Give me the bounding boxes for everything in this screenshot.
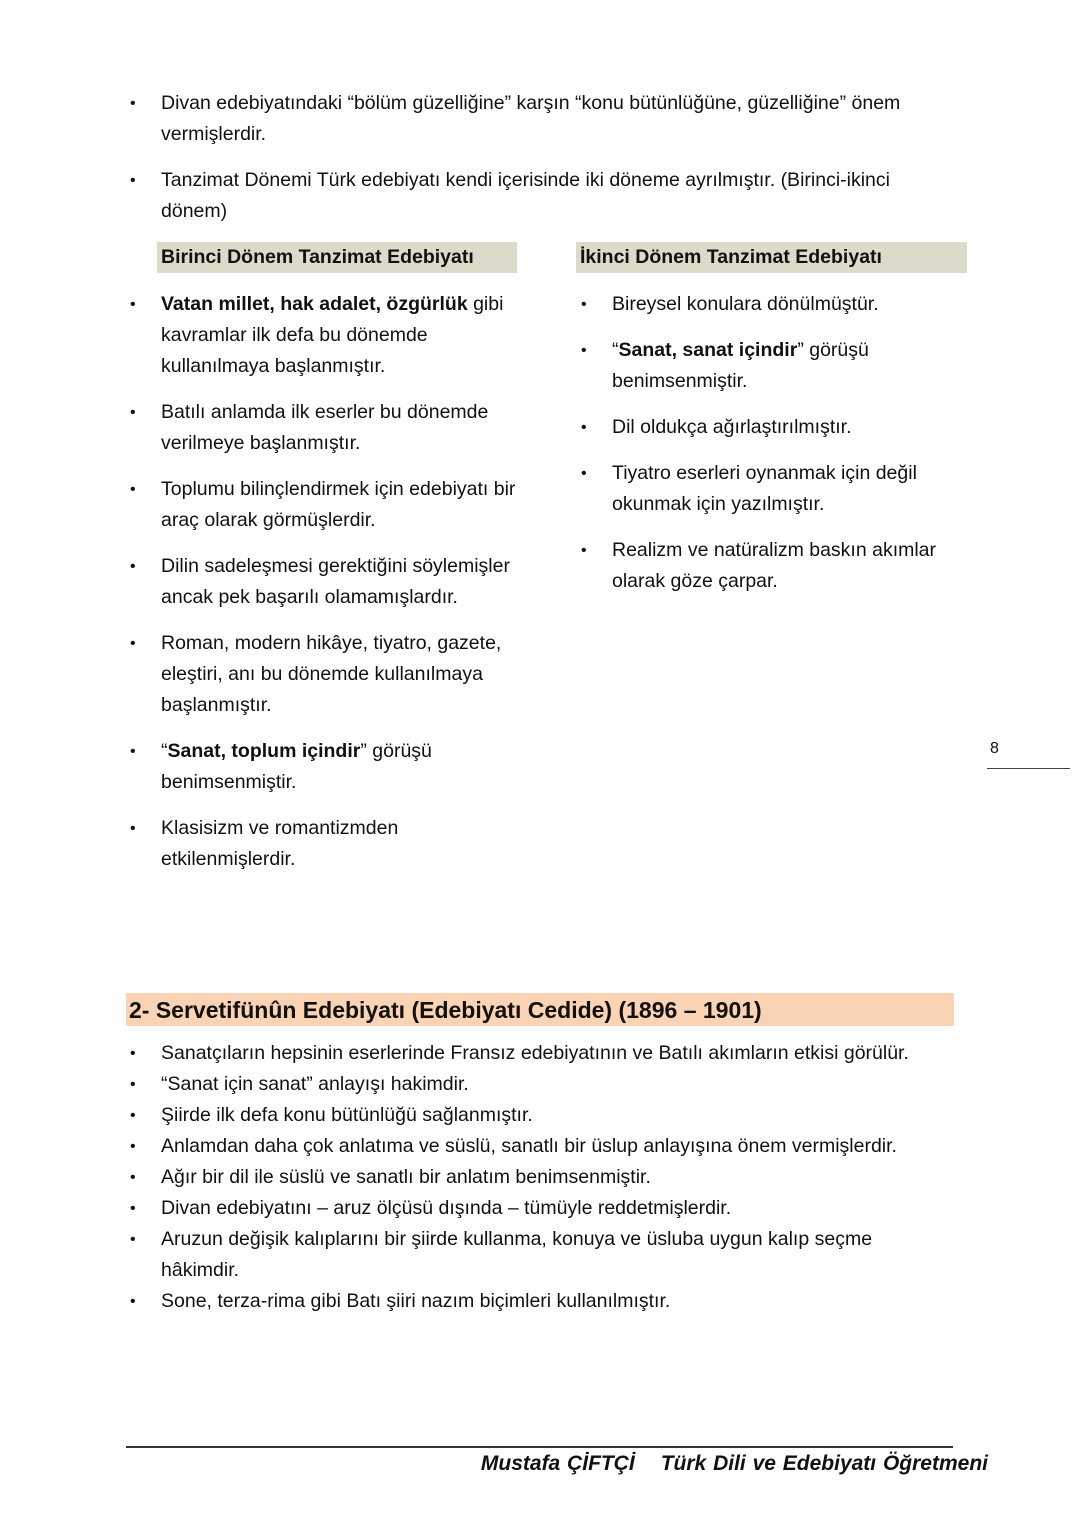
list-item: [130, 1286, 951, 1317]
item-text: Şiirde ilk defa konu bütünlüğü sağlanmıştır.: [161, 1104, 533, 1126]
item-text: Anlamdan daha çok anlatıma ve süslü, sanatlı bir üslup anlayışına önem vermişlerdir.: [161, 1135, 897, 1157]
second-period-heading: İkinci Dönem Tanzimat Edebiyatı: [576, 242, 967, 273]
item-text: “Sanat için sanat” anlayışı hakimdir.: [161, 1073, 469, 1095]
list-item: [130, 1069, 951, 1100]
item-text: Divan edebiyatını – aruz ölçüsü dışında – tümüyle reddetmişlerdir.: [161, 1197, 732, 1219]
list-item: [130, 1038, 951, 1069]
bullet-icon: •: [581, 465, 587, 482]
item-text: Bireysel konulara dönülmüştür.: [612, 293, 879, 315]
list-item: [130, 397, 516, 459]
item-text: Sone, terza-rima gibi Batı şiiri nazım biçimleri kullanılmıştır.: [161, 1290, 671, 1312]
section-heading: 2- Servetifünûn Edebiyatı (Edebiyatı Cedide) (1896 – 1901): [126, 993, 954, 1026]
page-number: 8: [990, 740, 999, 757]
footer-rule: [126, 1446, 953, 1448]
list-item: [130, 813, 516, 875]
bold-text: Vatan millet, hak adalet, özgürlük: [161, 293, 468, 315]
bullet-icon: •: [130, 558, 136, 575]
bullet-icon: •: [130, 1138, 136, 1155]
intro-list: [130, 88, 951, 242]
bullet-icon: •: [130, 1107, 136, 1124]
list-item: [130, 1131, 951, 1162]
bullet-icon: •: [581, 296, 587, 313]
bullet-icon: •: [130, 172, 136, 189]
bold-text: Sanat, toplum içindir: [167, 740, 361, 762]
list-item: [581, 458, 972, 520]
footer: [481, 1452, 988, 1476]
list-item: [130, 88, 951, 150]
list-item: [130, 1162, 951, 1193]
page-number-rule: [987, 768, 1070, 769]
bullet-icon: •: [130, 1231, 136, 1248]
list-item: [130, 1224, 951, 1286]
bullet-icon: •: [130, 296, 136, 313]
list-item: [130, 289, 516, 382]
first-period-list: [130, 289, 516, 890]
bullet-icon: •: [130, 820, 136, 837]
bullet-icon: •: [581, 542, 587, 559]
footer-role: Türk Dili ve Edebiyatı Öğretmeni: [660, 1452, 988, 1475]
bold-text: Sanat, sanat içindir: [618, 339, 798, 361]
bullet-icon: •: [581, 342, 587, 359]
bullet-icon: •: [581, 419, 587, 436]
list-item: [130, 736, 516, 798]
list-item: [130, 474, 516, 536]
item-text: “: [612, 339, 619, 361]
item-text: gibi kavramlar ilk defa bu dönemde kullanılmaya başlanmıştır.: [161, 293, 504, 377]
item-text: Tiyatro eserleri oynanmak için değil okunmak için yazılmıştır.: [612, 462, 917, 515]
item-text: Klasisizm ve romantizmden etkilenmişlerdir.: [161, 817, 399, 870]
list-item: [130, 1100, 951, 1131]
bullet-icon: •: [130, 1200, 136, 1217]
item-text: “: [161, 740, 168, 762]
second-period-list: [581, 289, 972, 612]
list-item: [581, 289, 972, 320]
bullet-icon: •: [130, 1293, 136, 1310]
footer-author: Mustafa ÇİFTÇİ: [480, 1452, 635, 1475]
list-item: [130, 1193, 951, 1224]
list-item: [581, 535, 972, 597]
bullet-icon: •: [130, 95, 136, 112]
item-text: Sanatçıların hepsinin eserlerinde Fransız edebiyatının ve Batılı akımların etkisi görülür.: [161, 1042, 909, 1064]
list-item: [130, 165, 951, 227]
item-text: Dil oldukça ağırlaştırılmıştır.: [612, 416, 852, 438]
bullet-icon: •: [130, 635, 136, 652]
list-item: [581, 335, 972, 397]
bullet-icon: •: [130, 1169, 136, 1186]
item-text: Toplumu bilinçlendirmek için edebiyatı bir araç olarak görmüşlerdir.: [161, 478, 516, 531]
item-text: Roman, modern hikâye, tiyatro, gazete, eleştiri, anı bu dönemde kullanılmaya başlanmıştır.: [161, 632, 502, 716]
item-text: ” görüşü benimsenmiştir.: [612, 339, 869, 392]
first-period-heading: Birinci Dönem Tanzimat Edebiyatı: [157, 242, 517, 273]
list-item: [581, 412, 972, 443]
list-item: [130, 551, 516, 613]
item-text: Dilin sadeleşmesi gerektiğini söylemişler ancak pek başarılı olamamışlardır.: [161, 555, 510, 608]
item-text: Realizm ve natüralizm baskın akımlar olarak göze çarpar.: [612, 539, 937, 592]
bullet-icon: •: [130, 1076, 136, 1093]
item-text: Batılı anlamda ilk eserler bu dönemde verilmeye başlanmıştır.: [161, 401, 489, 454]
item-text: ” görüşü benimsenmiştir.: [161, 740, 432, 793]
bullet-icon: •: [130, 1045, 136, 1062]
item-text: Ağır bir dil ile süslü ve sanatlı bir anlatım benimsenmiştir.: [161, 1166, 651, 1188]
bullet-icon: •: [130, 404, 136, 421]
bullet-icon: •: [130, 743, 136, 760]
bullet-icon: •: [130, 481, 136, 498]
list-item: [130, 628, 516, 721]
section-list: [130, 1038, 951, 1317]
item-text: Aruzun değişik kalıplarını bir şiirde kullanma, konuya ve üsluba uygun kalıp seçme hâkimdir.: [161, 1228, 873, 1281]
item-text: Divan edebiyatındaki “bölüm güzelliğine” karşın “konu bütünlüğüne, güzelliğine” önem vermişlerdir.: [161, 92, 901, 145]
item-text: Tanzimat Dönemi Türk edebiyatı kendi içerisinde iki döneme ayrılmıştır. (Birinci-ikinci dönem): [161, 169, 890, 222]
